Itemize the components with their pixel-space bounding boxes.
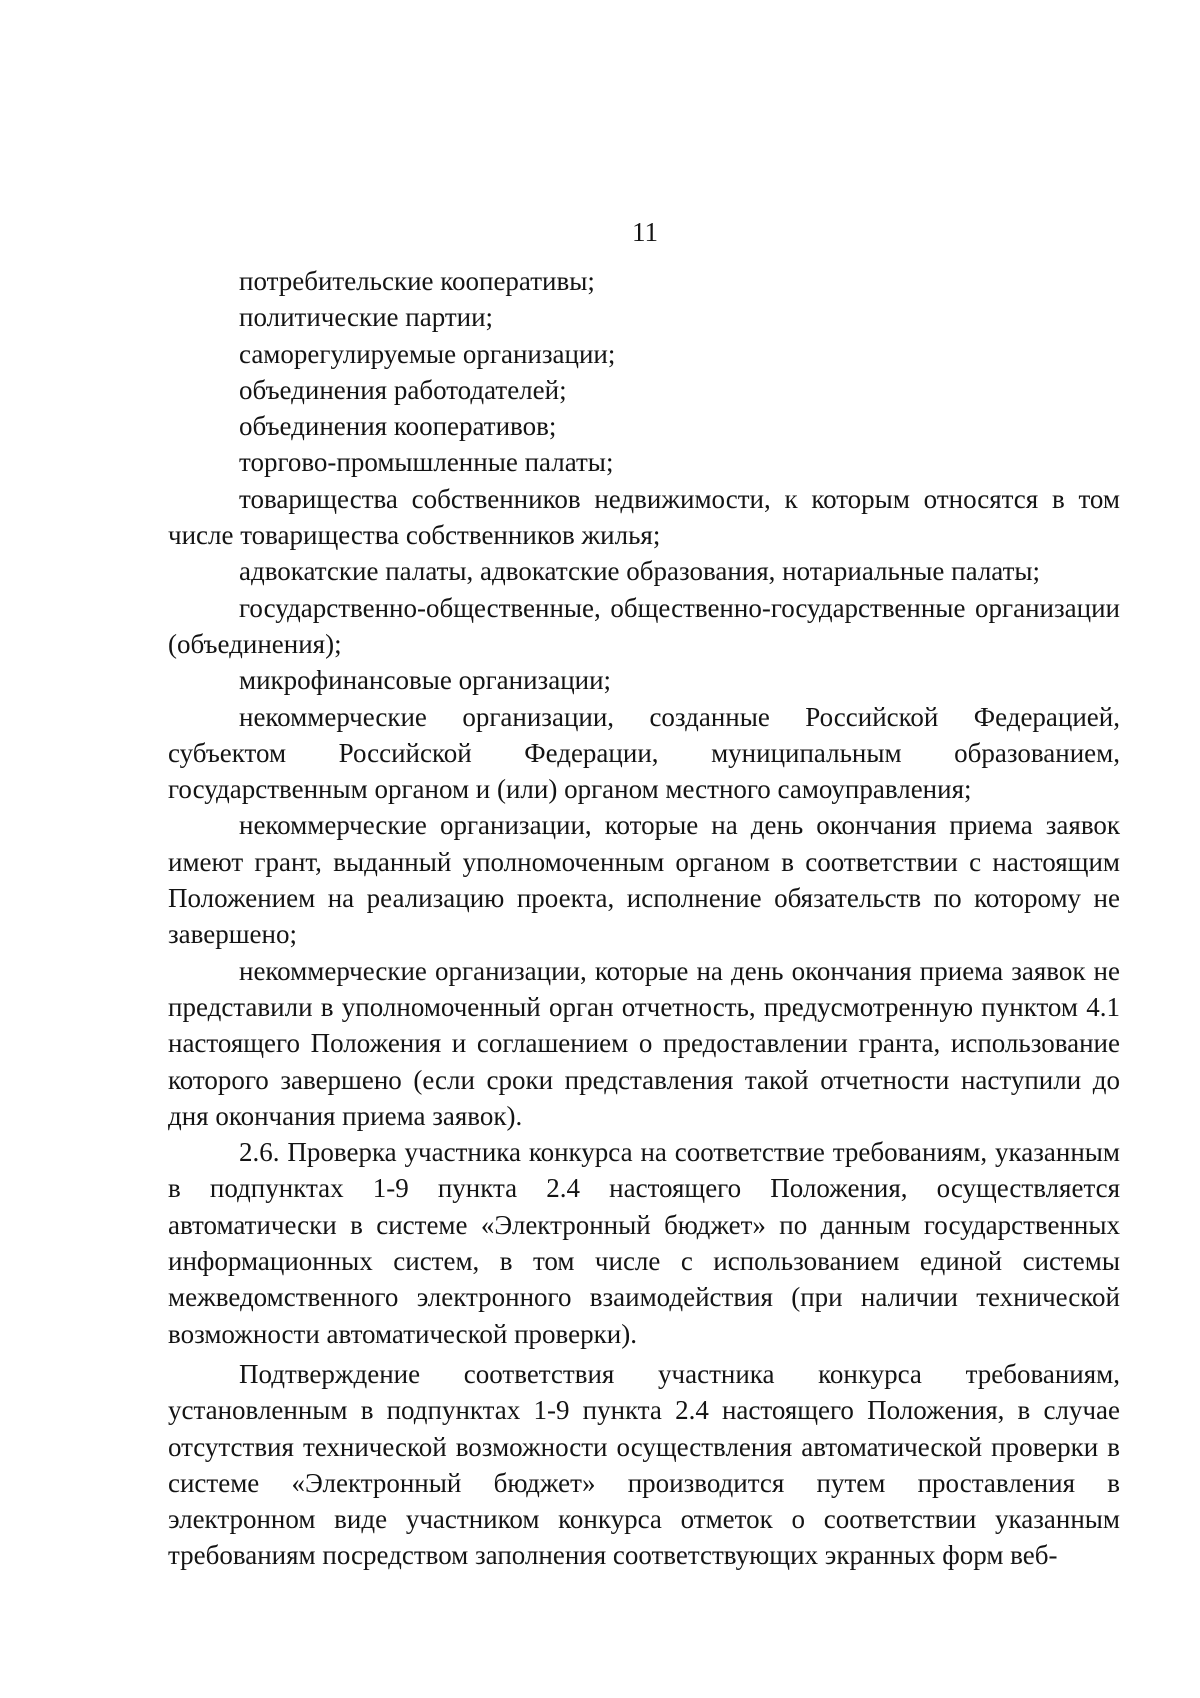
list-item-property-owner-partnerships: товарищества собственников недвижимости, к которым относятся в том числе товарищества собственников жилья;: [168, 483, 1120, 551]
list-item-nonprofits-with-active-grant: некоммерческие организации, которые на день окончания приема заявок имеют грант, выданный уполномоченным органом в соответствии с настоящим Положением на реализацию проекта, исполнение обязательств по которому не завершено;: [168, 810, 1120, 950]
list-item-bar-and-notary-chambers: адвокатские палаты, адвокатские образования, нотариальные палаты;: [239, 556, 1041, 587]
confirmation-paragraph: Подтверждение соответствия участника конкурса требованиям, установленным в подпунктах 1-9 пункта 2.4 настоящего Положения, в случае отсутствия технической возможности осуществления автоматической проверки в системе «Электронный бюджет» производится путем проставления в электронном виде участником конкурса отметок о соответствии указанным требованиям посредством заполнения соответствующих экранных форм веб-: [168, 1358, 1120, 1571]
document-body: [168, 263, 1120, 1574]
list-item-state-created-nonprofits: некоммерческие организации, созданные Российской Федерацией, субъектом Российской Федерации, муниципальным образованием, государственным органом и (или) органом местного самоуправления;: [168, 701, 1120, 805]
page-number: 11: [632, 217, 658, 247]
list-item-self-regulatory-organizations: саморегулируемые организации;: [239, 338, 616, 369]
clause-2-6: 2.6. Проверка участника конкурса на соответствие требованиям, указанным в подпунктах 1-9 пункта 2.4 настоящего Положения, осуществляется автоматически в системе «Электронный бюджет» по данным государственных информационных систем, в том числе с использованием единой системы межведомственного электронного взаимодействия (при наличии технической возможности автоматической проверки).: [168, 1137, 1120, 1349]
list-item-consumer-cooperatives: потребительские кооперативы;: [239, 266, 595, 296]
list-item-chambers-of-commerce: торгово-промышленные палаты;: [239, 447, 614, 478]
list-item-state-public-organizations: государственно-общественные, общественно-государственные организации (объединения);: [168, 592, 1120, 659]
list-item-nonprofits-without-reports: некоммерческие организации, которые на день окончания приема заявок не представили в уполномоченный орган отчетность, предусмотренную пунктом 4.1 настоящего Положения и соглашением о предоставлении гранта, использование которого завершено (если сроки представления такой отчетности наступили до дня окончания приема заявок).: [168, 955, 1120, 1131]
list-item-employer-associations: объединения работодателей;: [239, 374, 567, 405]
list-item-political-parties: политические партии;: [239, 302, 494, 333]
list-item-cooperative-associations: объединения кооперативов;: [239, 411, 557, 442]
list-item-microfinance-organizations: микрофинансовые организации;: [239, 665, 612, 696]
